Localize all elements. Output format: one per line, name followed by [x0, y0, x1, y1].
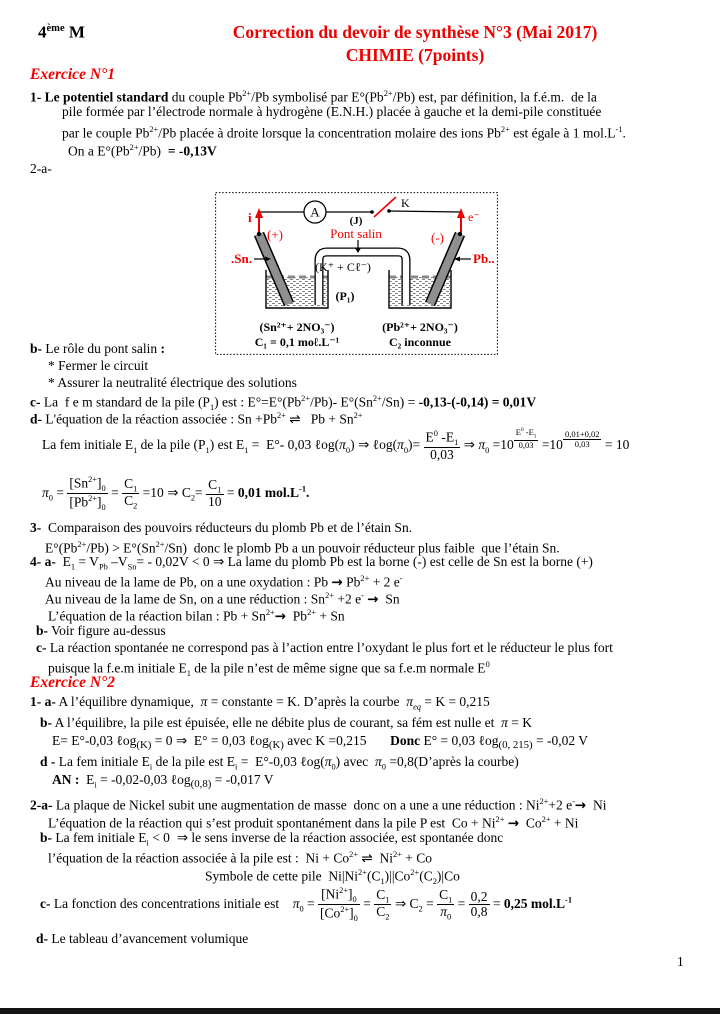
line-ex1-b-star1: * Fermer le circuit [48, 358, 149, 373]
switch-blade-icon [374, 197, 396, 217]
line-ex2-q2b-2: l’équation de la réaction associée à la pile est : $Ni + Co^{2+}$ ⇌ $Ni^{2+} + Co$ [48, 850, 433, 867]
line-ex1-q4-bilan: L’équation de la réaction bilan : $Pb + Sn^{2+}\to Pb^{2+} + Sn$ [48, 608, 345, 625]
line-ex2-q2d: d- Le tableau d’avancement volumique [36, 931, 249, 946]
electron-arrowhead [457, 208, 465, 218]
line-ex2-q2c-equation: c- La fonction des concentrations initiale est $\pi_0$ = $\frac{[Ni^{2+}]_0}{[Co^{2+}]_0}$ = $\frac{C_1}{C_2}$ ⇒ $C_2$ = $\frac{C_1}{\pi_0}$ = $\frac{0,2}{0,8}$ = 0,25 $mol.L^{-1}$ [40, 886, 573, 924]
line-ex1-q1-1: 1- Le potentiel standard du couple $Pb^{2+}/Pb$ symbolisé par $E^\circ(Pb^{2+}/Pb)$ est, par définition, la f.é.m. de la [30, 89, 597, 105]
exercise2-heading: Exercice N°2 [30, 674, 115, 691]
line-ex2-q2a-1: 2-a- La plaque de Nickel subit une augmentation de masse donc on a une a une réduction : $Ni^{2+}+2$ e-→ Ni [30, 797, 607, 814]
line-ex2-q1b-2: E= E°-0,03 ℓog$_{(K)}$ = 0 ⇒ E° = 0,03 ℓog$_{(K)}$ avec K =0,215 Donc E° = 0,03 ℓog$_{(0, 215)}$ = -0,02 V [52, 733, 589, 751]
left-solution-label: (Sn²⁺+ 2NO₃⁻) [259, 320, 335, 334]
line-ex1-q3-1: 3- Comparaison des pouvoirs réducteurs du plomb Pb et de l’étain Sn. [30, 520, 413, 535]
ammeter-label: A [310, 204, 320, 220]
class-label: 4ème M [38, 22, 85, 42]
line-ex1-q3-2: $E^\circ(Pb^{2+}/Pb) > E^\circ(Sn^{2+}/Sn)$ donc le plomb Pb a un pouvoir réducteur plus faible que l’étain Sn. [45, 540, 560, 556]
page-number: 1 [677, 954, 684, 969]
line-ex1-c-fem: c- La f e m standard de la pile $(P_1)$ est : $E^\circ=E^\circ(Pb^{2+}/Pb)-$ $E^\circ(Sn^{2+}/Sn) = -0,13-(-0,14) = 0,01V$ [30, 394, 537, 413]
right-solution-label: (Pb²⁺+ 2NO₃⁻) [382, 320, 458, 334]
line-ex1-q4b: b- Voir figure au-dessus [36, 623, 166, 638]
junction-label: (J) [349, 215, 363, 227]
line-ex1-q4-oxidation: Au niveau de la lame de Pb, on a une oxydation : $Pb \to Pb^{2+} + 2$ e- [45, 574, 403, 591]
line-ex1-q4a: 4- a- $E_1 = V_{Pb}$ $-V_{Sn}= - 0,02V < 0$ ⇒ La lame du plomb Pb est la borne (-) est celle de Sn est la borne (+) [30, 554, 593, 572]
line-ex1-q2a-label: 2-a- [30, 161, 52, 176]
line-ex1-b-role: b- Le rôle du pont salin : [30, 341, 165, 356]
line-ex1-fem-equation: La fem initiale $E_1$ de la pile $(P_1)$ est $E_1 = E^\circ-$ 0,03 $\ell og(\pi_0)$ ⇒ $\ell og(\pi_0)=$ $\frac{E^0 -E_1}{0,03}$ ⇒ $\pi_0 =10$ $^{\frac{E^0 -E_1}{0,03}}$ =10 $^{\frac{0,01+0,02}{0,03}}$ = 10 [42, 427, 630, 463]
line-ex1-q1-4: On a $E^\circ(Pb^{2+}/Pb) = -0,13V$ [68, 143, 217, 159]
plus-terminal-label: (+) [267, 227, 283, 242]
exercise1-heading: Exercice N°1 [30, 66, 115, 83]
right-clamp [458, 232, 462, 236]
switch-label: K [401, 196, 410, 210]
lead-label: Pb.. [473, 251, 495, 266]
line-ex1-q4-reduction: Au niveau de la lame de Sn, on a une réduction : $Sn^{2+} +2$ e- → Sn [45, 591, 400, 608]
line-ex1-q1-3: par le couple $Pb^{2+}/Pb$ placée à droite lorsque la concentration molaire des ions $Pb^{2+}$ est égale à 1 $mol.L^{-1}$. [62, 125, 626, 141]
line-ex2-q2b-1: b- La fem initiale $E_i < 0$ ⇒ le sens inverse de la réaction associée, est spontanée donc [40, 830, 504, 848]
left-clamp [257, 232, 261, 236]
line-ex2-pile-symbol: Symbole de cette pile $Ni|Ni^{2+}(C_1)||Co^{2+}(C_2)|Co$ [205, 868, 460, 887]
electrochemical-cell-diagram [215, 192, 498, 355]
line-ex1-pi-equation: $\pi_0$ = $\frac{[Sn^{2+}]_0}{[Pb^{2+}]_0}$ = $\frac{C_1}{C_2}$ =10 ⇒ $C_2=$ $\frac{C_1}{10}$ = 0,01 $mol.L^{-1}$. [42, 475, 310, 513]
line-ex2-q1d-1: d - La fem initiale $E_i$ de la pile est $E_i = E^\circ-0,03$ $\ell og(\pi_0)$ avec $\pi_0$ =0,8(D’après la courbe) [40, 754, 519, 772]
cell-label: (P₁) [335, 289, 355, 303]
tin-label: .Sn. [231, 251, 252, 266]
switch-contact-left [370, 210, 374, 214]
line-ex1-q1-2: pile formée par l’électrode normale à hydrogène (E.N.H.) placée à gauche et la demi-pile constituée [62, 104, 602, 119]
current-label: i [248, 210, 252, 225]
page-footer-bar [0, 1008, 720, 1014]
salt-bridge-content-label: (K⁺ + Cℓ⁻) [315, 260, 371, 274]
minus-terminal-label: (-) [431, 230, 444, 245]
document-title: Correction du devoir de synthèse N°3 (Mai 2017) [232, 22, 598, 42]
line-ex2-q1a: 1- a- A l’équilibre dynamique, π = constante = K. D’après la courbe $\pi_{eq} = K = 0,215$ [30, 694, 490, 712]
line-ex1-b-star2: * Assurer la neutralité électrique des solutions [48, 375, 297, 390]
line-ex2-q1d-2: AN : $E_i = -0,02-0,03$ ℓog$_{(0,8)}$ = -0,017 V [52, 772, 274, 790]
electron-label: e⁻ [468, 210, 480, 224]
document-subtitle: CHIMIE (7points) [345, 45, 485, 65]
right-concentration-label: C₂ inconnue [389, 335, 451, 349]
current-arrowhead [255, 208, 263, 218]
line-ex2-q2a-2: L’équation de la réaction qui s’est produit spontanément dans la pile P est $Co + Ni^{2+} \to Co^{2+} + Ni$ [48, 815, 579, 832]
line-ex1-d-eq: d- L'équation de la réaction associée : $Sn +Pb^{2+}$ ⇌ $Pb + Sn^{2+}$ [30, 411, 363, 428]
line-ex1-q4c-1: c- La réaction spontanée ne correspond pas à l’action entre l’oxydant le plus fort et le réducteur le plus fort [36, 640, 613, 655]
line-ex2-q1b-1: b- A l’équilibre, la pile est épuisée, elle ne débite plus de courant, sa fém est nulle et π = K [40, 715, 533, 730]
salt-bridge-label: Pont salin [330, 226, 382, 241]
switch-contact-right [387, 209, 391, 213]
left-concentration-label: C₁ = 0,1 moℓ.L⁻¹ [254, 335, 340, 349]
line-ex1-q4c-2: puisque la f.e.m initiale $E_1$ de la pile n’est de même signe que sa f.e.m normale $E^0$ [48, 660, 490, 679]
